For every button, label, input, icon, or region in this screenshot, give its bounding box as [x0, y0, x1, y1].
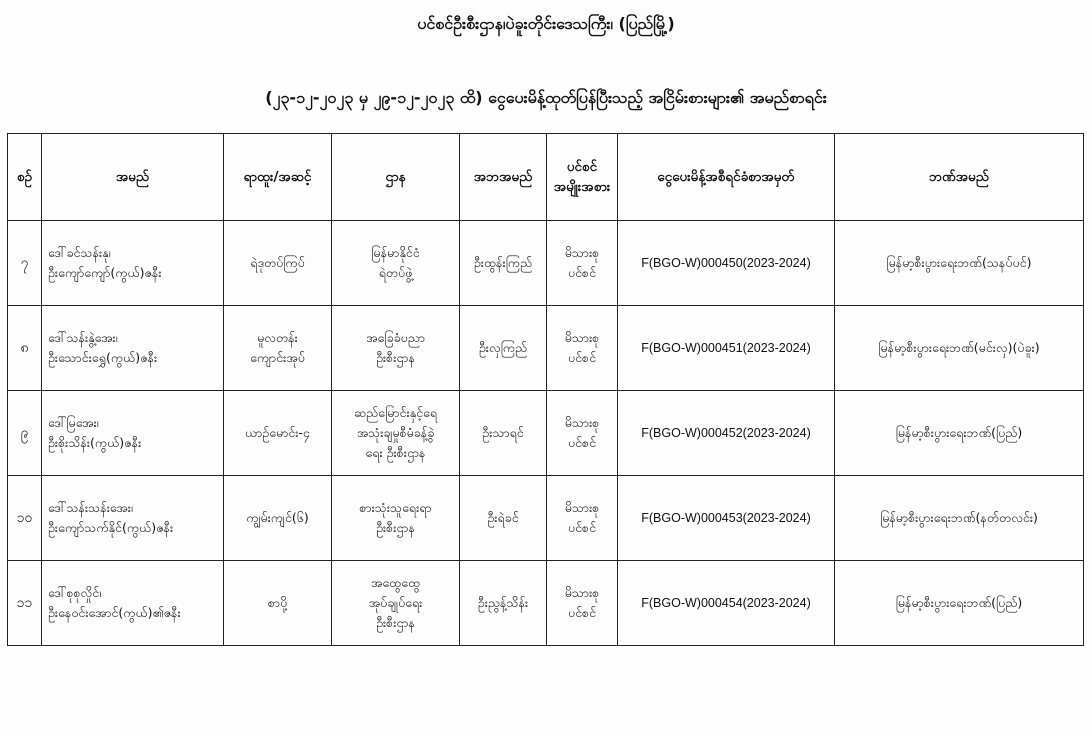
header-label-line: အမျိုးအစား — [553, 179, 611, 195]
table-row — [8, 561, 1084, 646]
serial-cell: ၈ — [8, 306, 42, 391]
header-label-line: ဘဏ်အမည် — [929, 169, 989, 185]
name-cell-line: ဒေါ်သန်းသန်းအေး၊ — [48, 500, 133, 515]
father-name-cell — [460, 221, 547, 306]
col-serial-header — [8, 134, 42, 221]
rank-cell-line: မူလတန်း — [257, 330, 298, 345]
order-number-cell: F(BGO-W)000453(2023-2024) — [618, 476, 835, 561]
name-cell-line: ဦးနေဝင်းအောင်(ကွယ်)၏ဇနီး — [48, 605, 181, 620]
pensioner-table — [7, 133, 1084, 646]
col-name-header — [42, 134, 224, 221]
header-label-line: ဌာန — [385, 169, 406, 185]
rank-cell-line: စာပို့ — [267, 595, 288, 610]
pension-type-cell — [547, 391, 618, 476]
department-cell-line: ရဲတပ်ဖွဲ့ — [378, 265, 413, 280]
header-label-line: စဉ် — [16, 169, 33, 185]
serial-cell: ၁၀ — [8, 476, 42, 561]
bank-cell: မြန်မာ့စီးပွားရေးဘဏ်(ပြည်) — [835, 561, 1084, 646]
bank-cell: မြန်မာ့စီးပွားရေးဘဏ်(သနပ်ပင်) — [835, 221, 1084, 306]
name-cell — [42, 476, 224, 561]
serial-cell: ၉ — [8, 391, 42, 476]
department-cell-line: ဦးစီးဌာန — [376, 520, 415, 535]
bank-cell: မြန်မာ့စီးပွားရေးဘဏ်(နတ်တလင်း) — [835, 476, 1084, 561]
father-name-cell-line: ဦးညွန့်သိန်း — [477, 595, 529, 610]
col-bank-header — [835, 134, 1084, 221]
pension-type-cell-line: ပင်စင် — [567, 605, 597, 620]
table-row — [8, 391, 1084, 476]
order-number-cell: F(BGO-W)000450(2023-2024) — [618, 221, 835, 306]
table-body — [8, 221, 1084, 646]
department-cell-line: ဆည်မြောင်းနှင့်ရေ — [353, 405, 438, 420]
father-name-cell-line: ဦးရဲခင် — [487, 510, 519, 525]
name-cell — [42, 561, 224, 646]
rank-cell — [224, 476, 332, 561]
department-cell-line: စားသုံးသူရေးရာ — [359, 500, 432, 515]
name-cell — [42, 306, 224, 391]
col-pension-type-header — [547, 134, 618, 221]
table-row — [8, 221, 1084, 306]
name-cell-line: ဒေါ်သန်းနွဲ့အေး၊ — [48, 330, 118, 345]
pension-type-cell-line: မိသားစု — [564, 500, 600, 515]
department-cell — [332, 391, 460, 476]
father-name-cell — [460, 561, 547, 646]
name-cell — [42, 221, 224, 306]
pension-type-cell — [547, 476, 618, 561]
pension-type-cell-line: ပင်စင် — [567, 435, 597, 450]
header-label-line: အဘအမည် — [473, 169, 533, 185]
document-subtitle: (၂၃-၁၂-၂၀၂၃ မှ ၂၉-၁၂-၂၀၂၃ ထိ) ငွေပေးမိန့်ထုတ်ပြန်ပြီးသည့် အငြိမ်းစားများ၏ အမည်စာရင်း — [265, 88, 827, 107]
department-cell-line: အထွေထွေ — [370, 575, 421, 590]
name-cell-line: ဦးစိုးသိန်း(ကွယ်)ဇနီး — [48, 435, 142, 450]
pension-type-cell — [547, 561, 618, 646]
header-label-line: ပင်စင် — [566, 159, 598, 175]
pension-type-cell-line: ပင်စင် — [567, 350, 597, 365]
table-row — [8, 476, 1084, 561]
order-number-cell: F(BGO-W)000454(2023-2024) — [618, 561, 835, 646]
order-number-cell: F(BGO-W)000452(2023-2024) — [618, 391, 835, 476]
department-cell — [332, 561, 460, 646]
col-rank-header — [224, 134, 332, 221]
name-cell-line: ဦးသောင်းရွှေ(ကွယ်)ဇနီး — [48, 350, 158, 365]
father-name-cell-line: ဦးထွန်းကြည် — [473, 255, 533, 270]
pension-type-cell-line: မိသားစု — [564, 415, 600, 430]
department-cell-line: အခြေခံပညာ — [365, 330, 426, 345]
name-cell — [42, 391, 224, 476]
pension-type-cell-line: မိသားစု — [564, 585, 600, 600]
rank-cell — [224, 221, 332, 306]
father-name-cell-line: ဦးသာရင် — [482, 425, 524, 440]
father-name-cell-line: ဦးလှကြည် — [478, 340, 528, 355]
pension-type-cell-line: မိသားစု — [564, 245, 600, 260]
department-cell-line: ဦးစီးဌာန — [376, 350, 415, 365]
name-cell-line: ဒေါ်မြအေး၊ — [48, 415, 99, 430]
bank-cell: မြန်မာ့စီးပွားရေးဘဏ်(ပြည်) — [835, 391, 1084, 476]
serial-cell: ၁၁ — [8, 561, 42, 646]
rank-cell-line: ကျောင်းအုပ် — [250, 350, 305, 365]
name-cell-line: ဒေါ်ခင်သန်းနု၊ — [48, 245, 111, 260]
header-label-line: ရာထူး/အဆင့် — [243, 169, 312, 185]
department-cell — [332, 221, 460, 306]
table-header-row — [8, 134, 1084, 221]
rank-cell — [224, 391, 332, 476]
department-cell — [332, 476, 460, 561]
rank-cell-line: ကျွမ်းကျင်(၆) — [246, 510, 309, 525]
header-label-line: ငွေပေးမိန့်အစီရင်ခံစာအမှတ် — [657, 169, 795, 185]
department-cell-line: ရေး ဦးစီးဌာန — [365, 445, 426, 460]
col-order-no-header — [618, 134, 835, 221]
father-name-cell — [460, 476, 547, 561]
department-cell-line: မြန်မာနိုင်ငံ — [371, 245, 420, 260]
father-name-cell — [460, 306, 547, 391]
pension-type-cell-line: ပင်စင် — [567, 520, 597, 535]
department-cell — [332, 306, 460, 391]
name-cell-line: ဦးကျော်သက်နိုင်(ကွယ်)ဇနီး — [48, 520, 174, 535]
pension-type-cell — [547, 221, 618, 306]
document-title: ပင်စင်ဦးစီးဌာန၊ပဲခူးတိုင်းဒေသကြီး၊ (ပြည်မြို့) — [417, 14, 675, 33]
header-label-line: အမည် — [115, 169, 150, 185]
rank-cell — [224, 306, 332, 391]
pension-type-cell — [547, 306, 618, 391]
order-number-cell: F(BGO-W)000451(2023-2024) — [618, 306, 835, 391]
col-dept-header — [332, 134, 460, 221]
serial-cell: ၇ — [8, 221, 42, 306]
bank-cell: မြန်မာ့စီးပွားရေးဘဏ်(မင်းလှ)(ပဲခူး) — [835, 306, 1084, 391]
table-row — [8, 306, 1084, 391]
department-cell-line: အသုံးချမှုစီမံခန့်ခွဲ — [356, 425, 435, 440]
col-father-header — [460, 134, 547, 221]
rank-cell — [224, 561, 332, 646]
rank-cell-line: ယာဉ်မောင်း-၄ — [245, 425, 310, 440]
rank-cell-line: ရဲဒုတပ်ကြပ် — [250, 255, 305, 270]
name-cell-line: ဒေါ်စုစုလှိုင်၊ — [48, 585, 102, 600]
department-cell-line: အုပ်ချုပ်ရေး — [368, 595, 423, 610]
pension-type-cell-line: ပင်စင် — [567, 265, 597, 280]
name-cell-line: ဦးကျော်ကျော်(ကွယ်)ဇနီး — [48, 265, 162, 280]
father-name-cell — [460, 391, 547, 476]
pension-type-cell-line: မိသားစု — [564, 330, 600, 345]
department-cell-line: ဦးစီးဌာန — [376, 615, 415, 630]
